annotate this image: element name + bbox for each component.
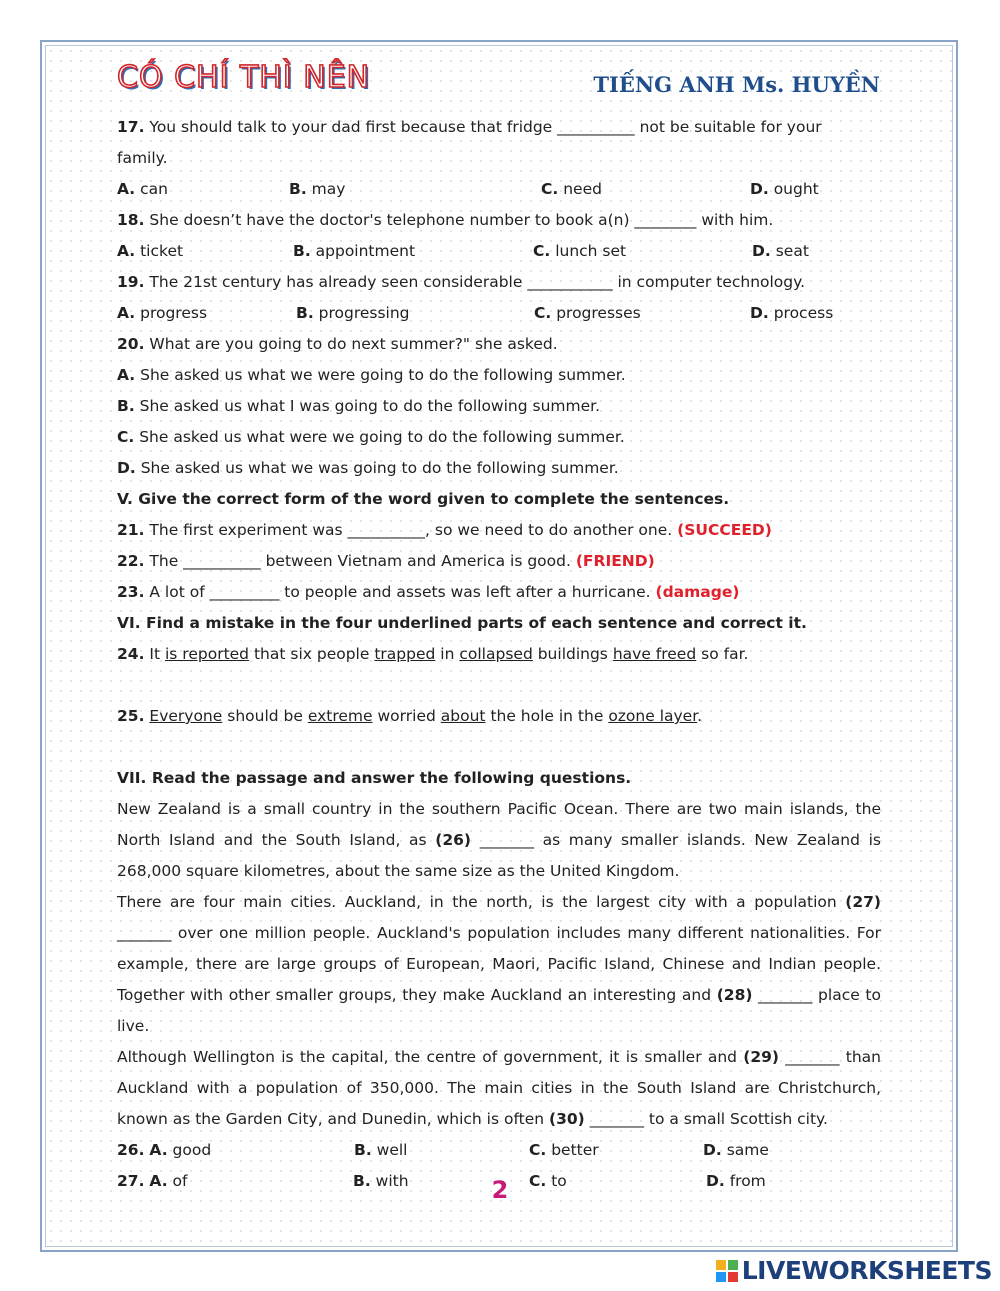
- underlined-part-a[interactable]: Everyone: [149, 707, 223, 725]
- question-25: 25. Everyone should be extreme worried about the hole in the ozone layer.: [117, 707, 703, 725]
- word-hint: (damage): [655, 583, 740, 601]
- page-number: 2: [491, 1176, 509, 1204]
- underlined-part-b[interactable]: extreme: [307, 707, 373, 725]
- question-17-cont: [117, 143, 881, 174]
- option-c[interactable]: C. She asked us what were we going to do the following summer.: [117, 428, 625, 446]
- option-a[interactable]: A. ticket: [117, 242, 184, 260]
- option-a[interactable]: 26. A. good: [117, 1141, 212, 1159]
- question-23: 23. A lot of _________ to people and assets was left after a hurricane. (damage): [117, 583, 740, 601]
- option-d[interactable]: D. ought: [750, 180, 819, 198]
- question-24: 24. It is reported that six people trapped in collapsed buildings have freed so far.: [117, 645, 749, 663]
- option-b[interactable]: B. She asked us what I was going to do the following summer.: [117, 397, 601, 415]
- question-22: 22. The __________ between Vietnam and America is good. (FRIEND): [117, 552, 655, 570]
- option-a[interactable]: A. progress: [117, 304, 208, 322]
- underlined-part-c[interactable]: about: [440, 707, 486, 725]
- question-text: What are you going to do next summer?" she asked.: [149, 335, 558, 353]
- option-d[interactable]: D. from: [706, 1172, 766, 1190]
- underlined-part-b[interactable]: trapped: [374, 645, 436, 663]
- section-v-heading: V. Give the correct form of the word given to complete the sentences.: [117, 490, 730, 508]
- answer-space: [117, 670, 881, 701]
- options-19: [117, 298, 881, 329]
- brand-title-left: CÓ CHÍ THÌ NÊN: [117, 60, 371, 95]
- option-b[interactable]: B. well: [354, 1141, 408, 1159]
- question-number: 18.: [117, 211, 145, 229]
- question-17: [117, 112, 881, 143]
- option-c[interactable]: C. need: [541, 180, 602, 198]
- option-d[interactable]: D. same: [703, 1141, 769, 1159]
- option-b[interactable]: B. progressing: [296, 304, 410, 322]
- logo-blocks-icon: [716, 1260, 738, 1282]
- question-number: 19.: [117, 273, 145, 291]
- liveworksheets-logo: [716, 1256, 992, 1285]
- passage-paragraph-2: There are four main cities. Auckland, in the north, is the largest city with a population (27) _______ over one million people. Auckland's population includes many different nationalities. For example, there are large groups of European, Maori, Pacific Island, Chinese and Indian people. Together with other smaller groups, they make Auckland an interesting and (28) _______ place to live.: [117, 893, 881, 1035]
- option-b[interactable]: B. appointment: [293, 242, 416, 260]
- option-c[interactable]: C. to: [529, 1172, 567, 1190]
- option-d[interactable]: D. She asked us what we was going to do the following summer.: [117, 459, 619, 477]
- option-d[interactable]: D. process: [750, 304, 834, 322]
- option-a[interactable]: A. She asked us what we were going to do the following summer.: [117, 366, 626, 384]
- section-vii-heading: VII. Read the passage and answer the following questions.: [117, 769, 632, 787]
- option-a[interactable]: 27. A. of: [117, 1172, 188, 1190]
- option-a[interactable]: A. can: [117, 180, 168, 198]
- option-c[interactable]: C. progresses: [534, 304, 641, 322]
- underlined-part-d[interactable]: have freed: [612, 645, 697, 663]
- question-20: [117, 329, 881, 360]
- logo-text: LIVEWORKSHEETS: [741, 1256, 992, 1285]
- question-text: She doesn’t have the doctor's telephone number to book a(n) ________ with him.: [149, 211, 774, 229]
- option-c[interactable]: C. better: [529, 1141, 599, 1159]
- question-18: [117, 205, 881, 236]
- options-26: [117, 1135, 881, 1166]
- passage-paragraph-1: New Zealand is a small country in the southern Pacific Ocean. There are two main islands, the North Island and the South Island, as (26) _______ as many smaller islands. New Zealand is 268,000 square kilometres, about the same size as the United Kingdom.: [117, 800, 881, 880]
- word-hint: (SUCCEED): [677, 521, 772, 539]
- question-text: The 21st century has already seen considerable ___________ in computer technology.: [149, 273, 806, 291]
- question-21: 21. The first experiment was __________, so we need to do another one. (SUCCEED): [117, 521, 772, 539]
- options-18: [117, 236, 881, 267]
- question-number: 20.: [117, 335, 145, 353]
- answer-space: [117, 732, 881, 763]
- brand-title-right: TIẾNG ANH Ms. HUYỀN: [593, 72, 880, 97]
- word-hint: (FRIEND): [575, 552, 655, 570]
- option-b[interactable]: B. may: [289, 180, 346, 198]
- passage-paragraph-3: Although Wellington is the capital, the centre of government, it is smaller and (29) _______ than Auckland with a population of 350,000. The main cities in the South Island are Christchurch, known as the Garden City, and Dunedin, which is often (30) _______ to a small Scottish city.: [117, 1048, 882, 1128]
- option-d[interactable]: D. seat: [752, 242, 809, 260]
- question-text: family.: [117, 149, 168, 167]
- underlined-part-c[interactable]: collapsed: [459, 645, 533, 663]
- options-17: [117, 174, 881, 205]
- option-c[interactable]: C. lunch set: [533, 242, 627, 260]
- underlined-part-d[interactable]: ozone layer: [608, 707, 698, 725]
- underlined-part-a[interactable]: is reported: [165, 645, 250, 663]
- question-number: 17.: [117, 118, 145, 136]
- question-19: [117, 267, 881, 298]
- option-b[interactable]: B. with: [353, 1172, 409, 1190]
- worksheet-content: [117, 112, 881, 1197]
- section-vi-heading: VI. Find a mistake in the four underlined parts of each sentence and correct it.: [117, 614, 807, 632]
- question-text: You should talk to your dad first because that fridge __________ not be suitable for your: [149, 118, 822, 136]
